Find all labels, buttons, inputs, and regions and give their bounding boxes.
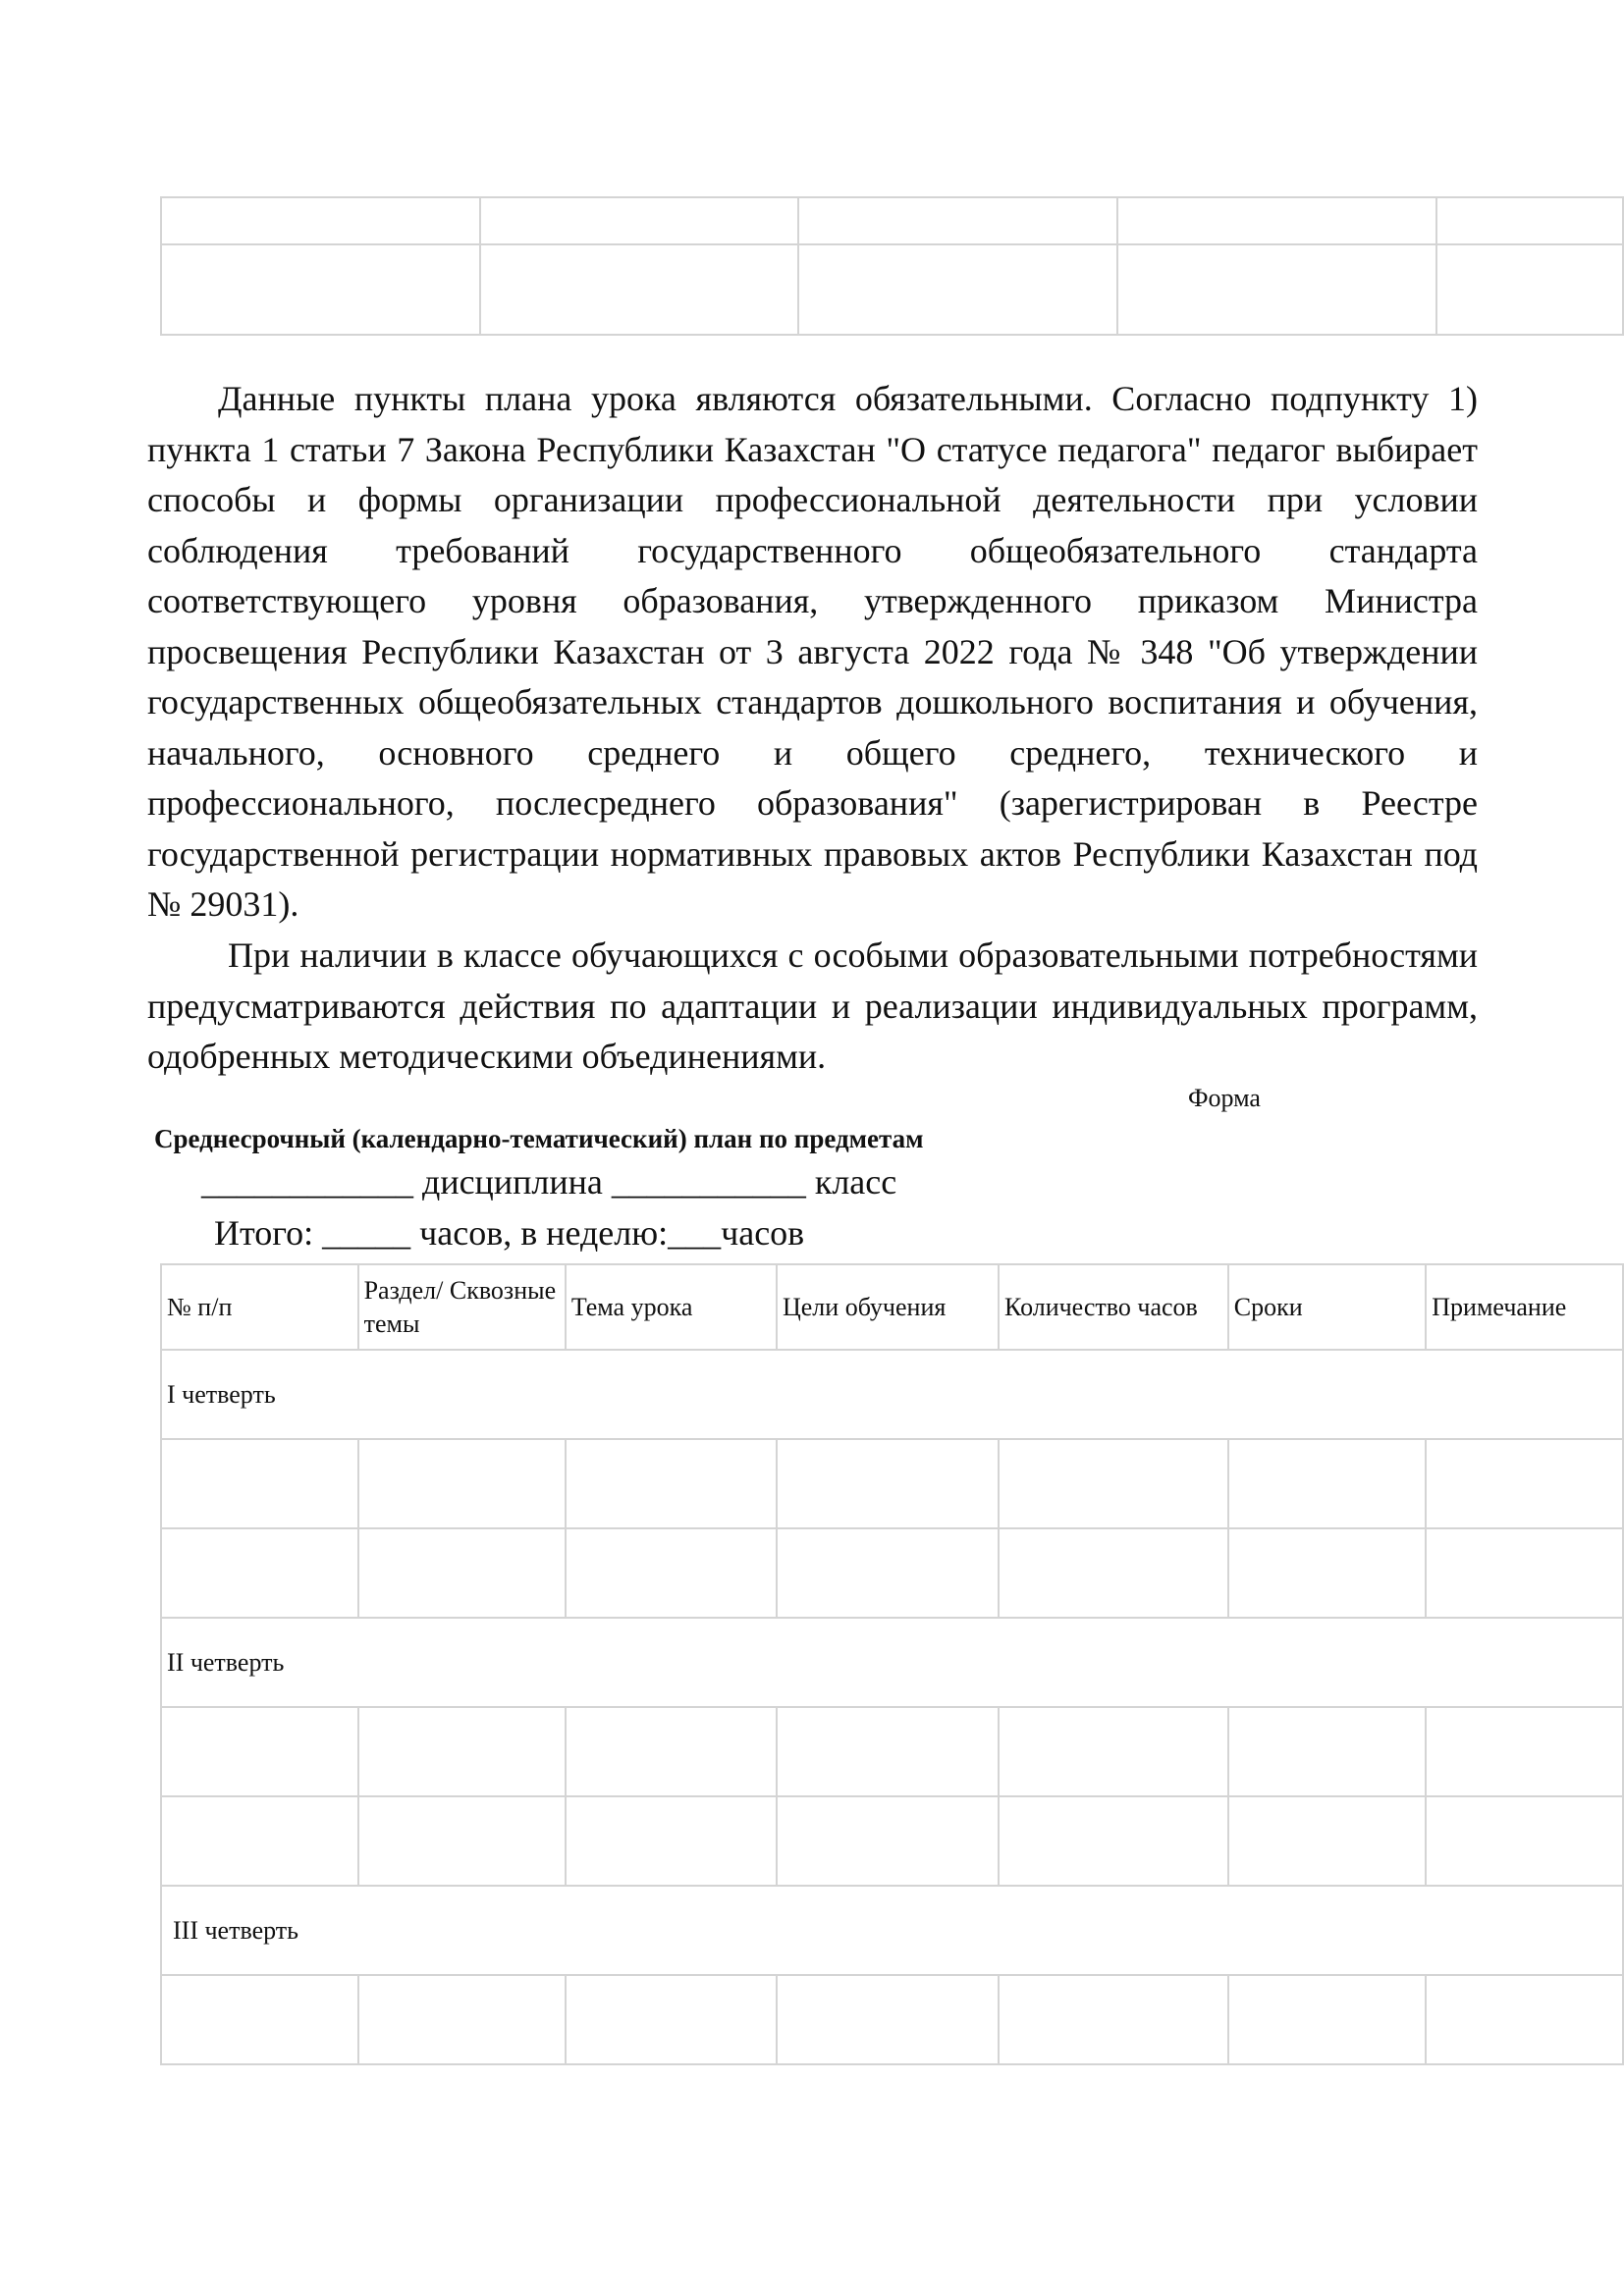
table-cell [161, 1707, 358, 1796]
table-cell [1228, 1975, 1427, 2064]
column-header: Примечание [1426, 1264, 1623, 1350]
table-cell [1426, 1796, 1623, 1886]
table-cell [777, 1707, 999, 1796]
table-cell [566, 1975, 777, 2064]
table-row [161, 1975, 1623, 2064]
table-cell [1228, 1528, 1427, 1618]
table-cell [1426, 1528, 1623, 1618]
table-cell [1436, 244, 1623, 335]
top-fragment-table [160, 196, 1624, 336]
column-header: № п/п [161, 1264, 358, 1350]
column-header: Сроки [1228, 1264, 1427, 1350]
table-cell [999, 1528, 1228, 1618]
table-cell [566, 1528, 777, 1618]
table-cell [566, 1707, 777, 1796]
table-cell [1426, 1975, 1623, 2064]
table-row [161, 1707, 1623, 1796]
plan-title: Среднесрочный (календарно-тематический) план по предметам [154, 1124, 924, 1153]
body-paragraph: Данные пункты плана урока являются обязательными. Согласно подпункту 1) пункта 1 статьи 7 Закона Республики Казахстан "О статусе педагога" педагог выбирает способы и формы организации профессиональной деятельности при условии соблюдения требований государственного общеобязательного стандарта соответствующего уровня образования, утвержденного приказом Министра просвещения Республики Казахстан от 3 августа 2022 года № 348 "Об утверждении государственных общеобязательных стандартов дошкольного воспитания и обучения, начального, основного среднего и общего среднего, технического и профессионального, послесреднего образования" (зарегистрирован в Реестре государственной регистрации нормативных правовых актов Республики Казахстан под № 29031). [147, 379, 1478, 924]
table-row [161, 1528, 1623, 1618]
quarter-row [161, 1618, 1623, 1707]
table-cell [566, 1439, 777, 1528]
table-cell [161, 244, 480, 335]
table-cell [161, 1528, 358, 1618]
column-header: Количество часов [999, 1264, 1228, 1350]
table-cell [161, 1975, 358, 2064]
table-cell [358, 1528, 566, 1618]
table-header-row [161, 1264, 1623, 1350]
plan-table [160, 1263, 1624, 2065]
table-cell [358, 1707, 566, 1796]
discipline-line: ____________ дисциплина ___________ класс [201, 1162, 897, 1201]
table-cell [1426, 1439, 1623, 1528]
table-row [161, 1796, 1623, 1886]
form-label: Форма [1188, 1084, 1261, 1112]
table-cell [358, 1796, 566, 1886]
table-cell [777, 1528, 999, 1618]
hours-line: Итого: _____ часов, в неделю:___часов [214, 1213, 805, 1253]
table-cell [1436, 197, 1623, 244]
table-cell [1228, 1439, 1427, 1528]
table-cell [1228, 1707, 1427, 1796]
quarter-row [161, 1886, 1623, 1975]
table-cell [480, 244, 798, 335]
quarter-label: II четверть [161, 1618, 1623, 1707]
table-cell [777, 1439, 999, 1528]
table-cell [161, 1796, 358, 1886]
table-cell [999, 1439, 1228, 1528]
table-cell [777, 1975, 999, 2064]
table-cell [480, 197, 798, 244]
quarter-row [161, 1350, 1623, 1439]
table-cell [777, 1796, 999, 1886]
table-cell [1117, 197, 1436, 244]
table-cell [566, 1796, 777, 1886]
table-cell [1117, 244, 1436, 335]
quarter-label: I четверть [161, 1350, 1623, 1439]
quarter-label: III четверть [161, 1886, 1623, 1975]
table-cell [999, 1975, 1228, 2064]
column-header: Раздел/ Сквозные темы [358, 1264, 566, 1350]
table-row [161, 1439, 1623, 1528]
table-cell [358, 1975, 566, 2064]
table-row [161, 197, 1623, 244]
table-cell [798, 244, 1117, 335]
table-cell [161, 197, 480, 244]
body-paragraph: При наличии в классе обучающихся с особыми образовательными потребностями предусматриваются действия по адаптации и реализации индивидуальных программ, одобренных методическими объединениями. [147, 935, 1478, 1076]
table-row [161, 244, 1623, 335]
table-cell [161, 1439, 358, 1528]
table-cell [798, 197, 1117, 244]
table-cell [1228, 1796, 1427, 1886]
column-header: Тема урока [566, 1264, 777, 1350]
table-cell [999, 1707, 1228, 1796]
table-cell [358, 1439, 566, 1528]
column-header: Цели обучения [777, 1264, 999, 1350]
table-cell [999, 1796, 1228, 1886]
table-cell [1426, 1707, 1623, 1796]
